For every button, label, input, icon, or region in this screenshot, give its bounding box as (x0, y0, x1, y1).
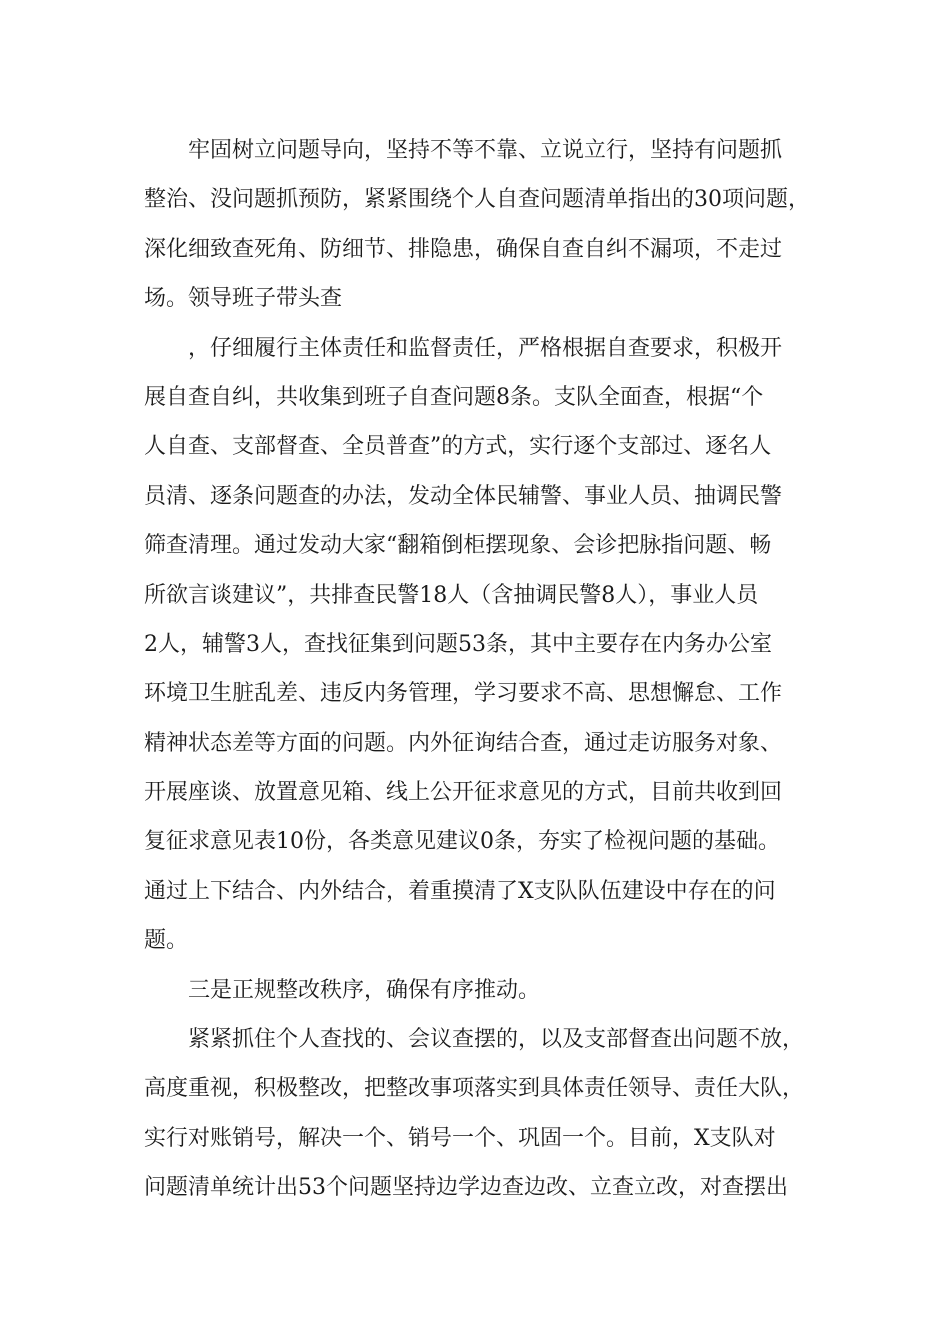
text-line: 筛查清理。通过发动大家“翻箱倒柜摆现象、会诊把脉指问题、畅 (144, 533, 772, 559)
text-line: 展自查自纠，共收集到班子自查问题8条。支队全面查，根据“个 (144, 384, 764, 410)
text-line: 整治、没问题抓预防，紧紧围绕个人自查问题清单指出的30项问题， (144, 187, 810, 213)
text-line: 问题清单统计出53个问题坚持边学边查边改、立查立改，对查摆出 (144, 1175, 788, 1201)
text-line: 场。领导班子带头查 (144, 286, 343, 312)
text-line: 紧紧抓住个人查找的、会议查摆的，以及支部督查出问题不放， (188, 1027, 805, 1053)
text-line: 精神状态差等方面的问题。内外征询结合查，通过走访服务对象、 (144, 730, 783, 756)
text-line: 开展座谈、放置意见箱、线上公开征求意见的方式，目前共收到回 (144, 780, 783, 806)
text-line: 所欲言谈建议”，共排查民警18人（含抽调民警8人），事业人员 (144, 582, 759, 608)
text-line: 三是正规整改秩序，确保有序推动。 (188, 977, 541, 1003)
text-line: 员清、逐条问题查的办法，发动全体民辅警、事业人员、抽调民警 (144, 483, 783, 509)
text-line: 复征求意见表10份，各类意见建议0条，夯实了检视问题的基础。 (144, 829, 780, 855)
text-line: 题。 (144, 928, 189, 954)
document-body (144, 126, 834, 1213)
text-line: 通过上下结合、内外结合，着重摸清了X支队队伍建设中存在的问 (144, 878, 776, 904)
text-line: 深化细致查死角、防细节、排隐患，确保自查自纠不漏项，不走过 (144, 236, 783, 262)
text-line: ，仔细履行主体责任和监督责任，严格根据自查要求，积极开 (188, 335, 783, 361)
text-line: 环境卫生脏乱差、违反内务管理，学习要求不高、思想懈怠、工作 (144, 681, 783, 707)
text-line: 2人，辅警3人，查找征集到问题53条，其中主要存在内务办公室 (144, 631, 772, 657)
text-line: 人自查、支部督查、全员普查”的方式，实行逐个支部过、逐名人 (144, 434, 772, 460)
text-line: 高度重视，积极整改，把整改事项落实到具体责任领导、责任大队， (144, 1076, 805, 1102)
text-line: 牢固树立问题导向，坚持不等不靠、立说立行，坚持有问题抓 (188, 138, 783, 163)
text-line: 实行对账销号，解决一个、销号一个、巩固一个。目前，X支队对 (144, 1125, 776, 1151)
